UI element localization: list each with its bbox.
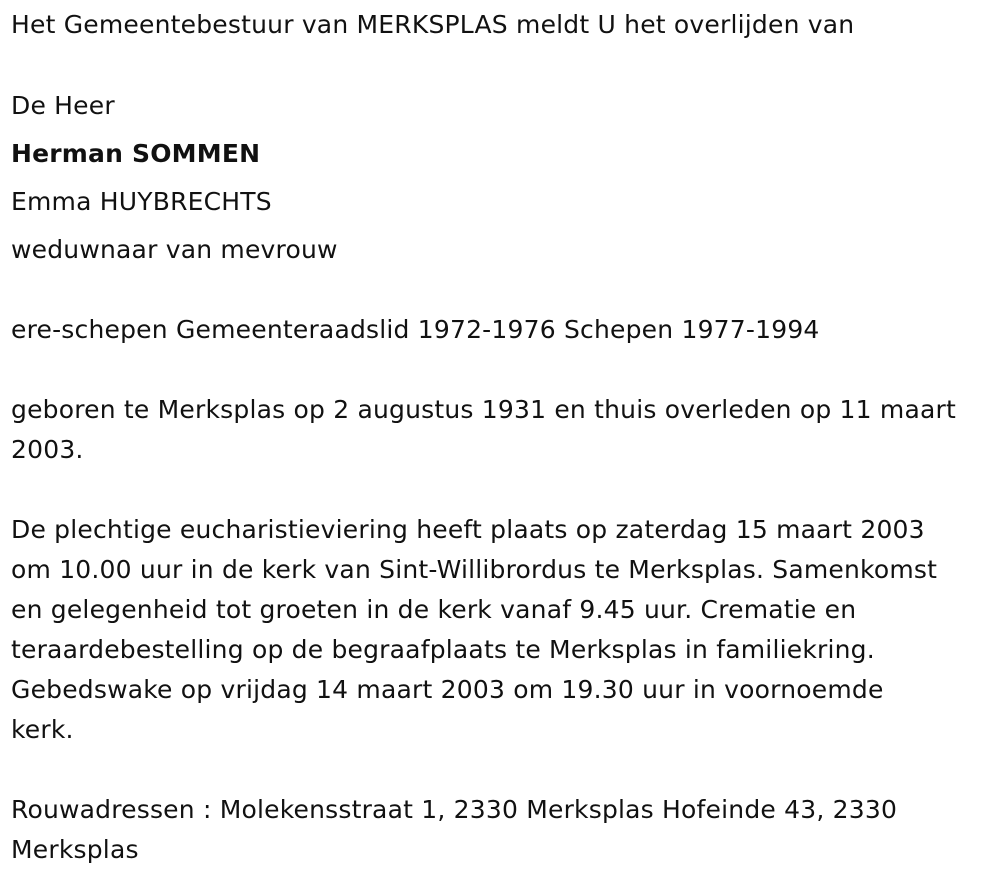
addresses-line-2: Merksplas: [11, 835, 139, 864]
spouse-name: Emma HUYBRECHTS: [11, 187, 272, 216]
functions-line: ere-schepen Gemeenteraadslid 1972-1976 Schepen 1977-1994: [11, 315, 820, 344]
ceremony-line: kerk.: [11, 715, 74, 744]
ceremony-line: om 10.00 uur in de kerk van Sint-Willibrordus te Merksplas. Samenkomst: [11, 555, 938, 584]
deceased-name: Herman SOMMEN: [11, 139, 261, 168]
ceremony-line: en gelegenheid tot groeten in de kerk vanaf 9.45 uur. Crematie en: [11, 595, 857, 624]
intro-text: Het Gemeentebestuur van MERKSPLAS meldt U het overlijden van: [11, 10, 855, 39]
addresses-line-1: Rouwadressen : Molekensstraat 1, 2330 Merksplas Hofeinde 43, 2330: [11, 795, 898, 824]
widower-line: weduwnaar van mevrouw: [11, 235, 338, 264]
birth-death-line-2: 2003.: [11, 435, 84, 464]
salutation: De Heer: [11, 91, 115, 120]
ceremony-line: Gebedswake op vrijdag 14 maart 2003 om 19.30 uur in voornoemde: [11, 675, 884, 704]
birth-death-line-1: geboren te Merksplas op 2 augustus 1931 en thuis overleden op 11 maart: [11, 395, 956, 424]
ceremony-line: teraardebestelling op de begraafplaats te Merksplas in familiekring.: [11, 635, 875, 664]
ceremony-line: De plechtige eucharistieviering heeft plaats op zaterdag 15 maart 2003: [11, 515, 925, 544]
